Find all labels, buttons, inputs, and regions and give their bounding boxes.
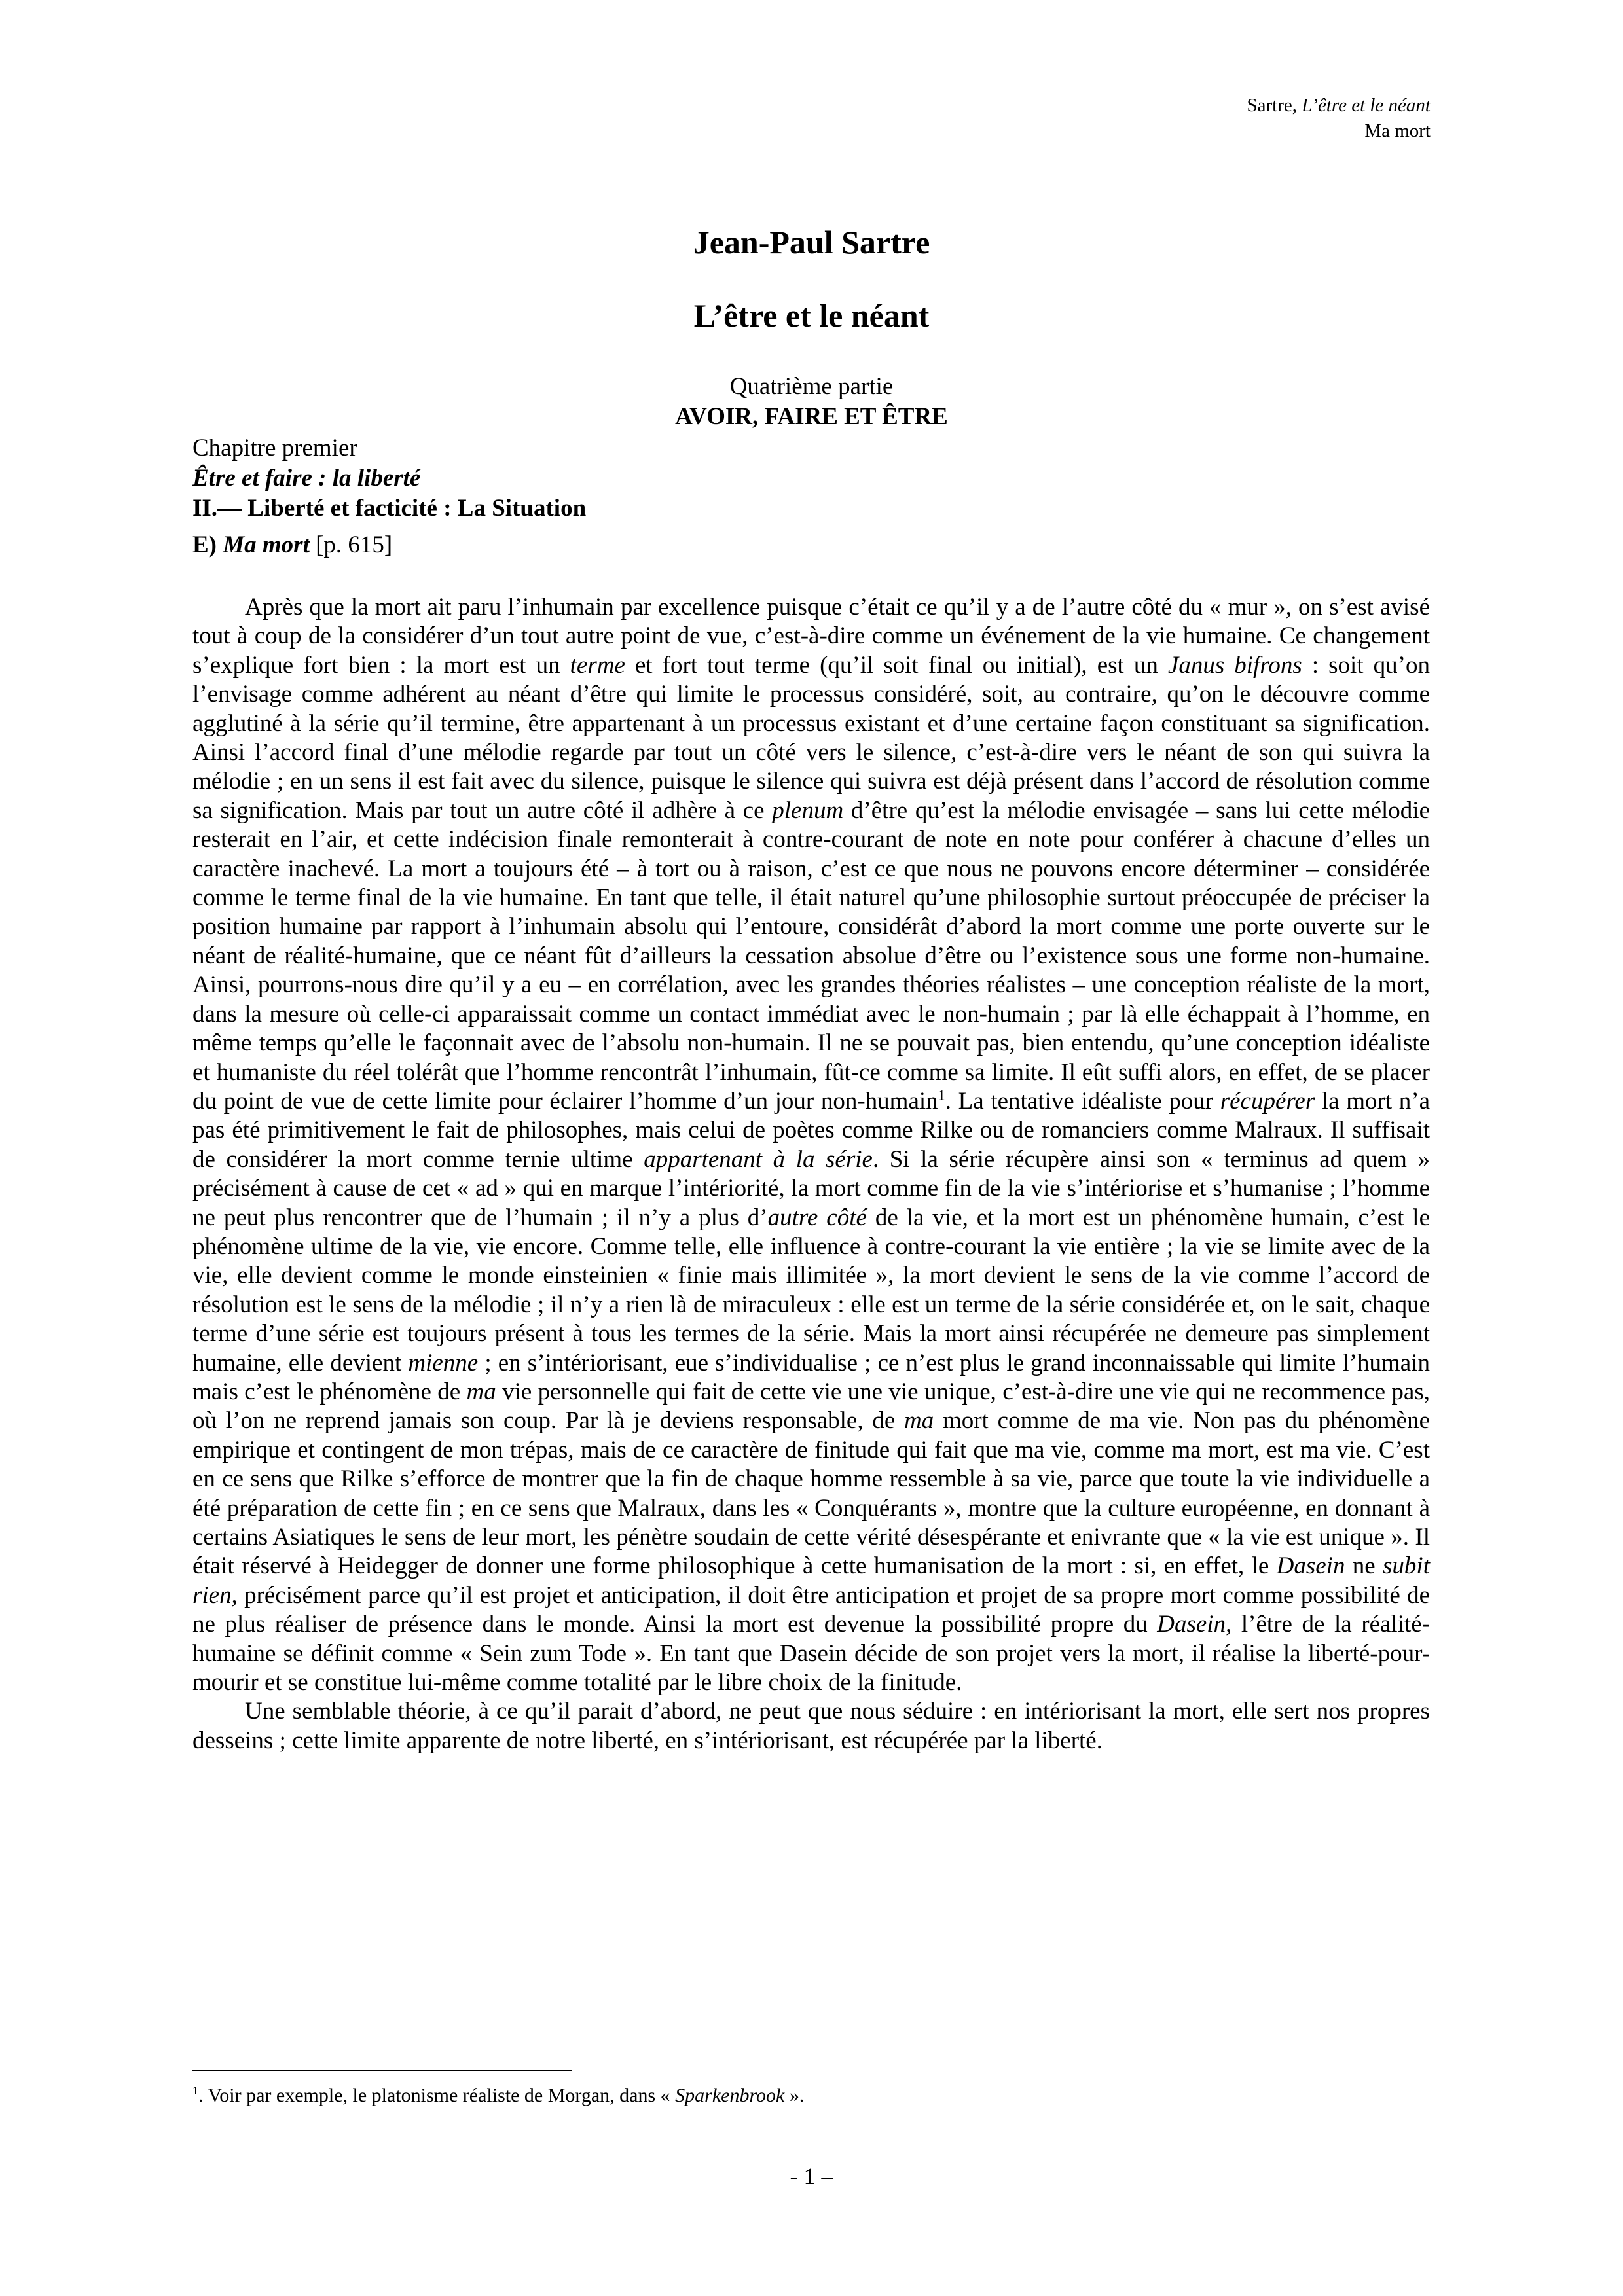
chapter-title: Être et faire : la liberté (192, 465, 421, 492)
running-head-title (1247, 93, 1431, 118)
chapter-heading (192, 433, 586, 524)
subsection-page-ref: [p. 615] (309, 531, 393, 558)
footnote-work: Sparkenbrook (675, 2085, 785, 2106)
footnote-text: . Voir par exemple, le platonisme réaliste de Morgan, dans « (198, 2085, 676, 2106)
footnote: $^1$. Voir par exemple, le platonisme réaliste de Morgan, dans « Sparkenbrook ». (192, 2084, 805, 2106)
author-heading: Jean-Paul Sartre (693, 224, 930, 260)
running-head-work: L’être et le néant (1302, 95, 1431, 116)
part-title: AVOIR, FAIRE ET ÊTRE (675, 403, 948, 430)
running-head (1247, 93, 1431, 144)
part-label: Quatrième partie (729, 373, 894, 400)
running-head-author: Sartre, (1247, 95, 1302, 116)
running-head-section: Ma mort (1364, 120, 1431, 141)
subsection-letter: E) (192, 531, 223, 558)
paragraph-1: Après que la mort ait paru l’inhumain par excellence puisque c’était ce qu’il y a de l’autre côté du « mur », on s’est avisé tout à coup de la considérer d’un tout autre point de vue, c’est-à-dire comme un événement de la vie humaine. Ce changement s’explique fort bien : la mort est un terme et fort tout terme (qu’il soit final ou initial), est un Janus bifrons : soit qu’on l’envisage comme adhérent au néant d’être qui limite le processus considéré, soit, au contraire, qu’on le découvre comme agglutiné à la série qu’il termine, être appartenant à un processus existant et d’une certaine façon constituant sa signification. Ainsi l’accord final d’une mélodie regarde par tout un côté vers le silence, c’est-à-dire vers le néant de son qui suivra la mélodie ; en un sens il est fait avec du silence, puisque le silence qui suivra est déjà présent dans l’accord de résolution comme sa signification. Mais par tout un autre côté il adhère à ce plenum d’être qu’est la mélodie envisagée – sans lui cette mélodie resterait en l’air, et cette indécision finale remonterait à contre-courant de note en note pour conférer à chacune d’elles un caractère inachevé. La mort a toujours été – à tort ou à raison, c’est ce que nous ne pouvons encore déterminer – considérée comme le terme final de la vie humaine. En tant que telle, il était naturel qu’une philosophie surtout préoccupée de préciser la position humaine par rapport à l’inhumain absolu qui l’entoure, considérât d’abord la mort comme une porte ouverte sur le néant de réalité-humaine, que ce néant fût d’ailleurs la cessation absolue d’être ou l’existence sous une forme non-humaine. Ainsi, pourrons-nous dire qu’il y a eu – en corrélation, avec les grandes théories réalistes – une conception réaliste de la mort, dans la mesure où celle-ci apparaissait comme un contact immédiat avec le non-humain ; par là elle échappait à l’homme, en même temps qu’elle le façonnait avec de l’absolu non-humain. Il ne se pouvait pas, bien entendu, qu’une conception idéaliste et humaniste du réel tolérât que l’homme rencontrât l’inhumain, fût-ce comme sa limite. Il eût suffi alors, en effet, de se placer du point de vue de cette limite pour éclairer l’homme d’un jour non-humain$^1$. La tentative idéaliste pour récupérer la mort n’a pas été primitivement le fait de philosophes, mais celui de poètes comme Rilke ou de romanciers comme Malraux. Il suffisait de considérer la mort comme ternie ultime appartenant à la série. Si la série récupère ainsi son « terminus ad quem » précisément à cause de cet « ad » qui en marque l’intériorité, la mort comme fin de la vie s’intériorise et s’humanise ; l’homme ne peut plus rencontrer que de l’humain ; il n’y a plus d’autre côté de la vie, et la mort est un phénomène humain, c’est le phénomène ultime de la vie, vie encore. Comme telle, elle influence à contre-courant la vie entière ; la vie se limite avec de la vie, elle devient comme le monde einsteinien « finie mais illimitée », la mort devient le sens de la vie comme l’accord de résolution est le sens de la mélodie ; il n’y a rien là de miraculeux : elle est un terme de la série considérée et, on le sait, chaque terme d’une série est toujours présent à tous les termes de la série. Mais la mort ainsi récupérée ne demeure pas simplement humaine, elle devient mienne ; en s’intériorisant, eue s’individualise ; ce n’est plus le grand inconnaissable qui limite l’humain mais c’est le phénomène de ma vie personnelle qui fait de cette vie une vie unique, c’est-à-dire une vie qui ne recommence pas, où l’on ne reprend jamais son coup. Par là je deviens responsable, de ma mort comme de ma vie. Non pas du phénomène empirique et contingent de mon trépas, mais de ce caractère de finitude qui fait que ma vie, comme ma mort, est ma vie. C’est en ce sens que Rilke s’efforce de montrer que la fin de chaque homme ressemble à sa vie, parce que toute la vie individuelle a été préparation de cette fin ; en ce sens que Malraux, dans les « Conquérants », montre que la culture européenne, en donnant à certains Asiatiques le sens de leur mort, les pénètre soudain de cette vérité désespérante et enivrante que « la vie est unique ». Il était réservé à Heidegger de donner une forme philosophique à cette humanisation de la mort : si, en effet, le Dasein ne subit rien, précisément parce qu’il est projet et anticipation, il doit être anticipation et projet de sa propre mort comme possibilité de ne plus réaliser de présence dans le monde. Ainsi la mort est devenue la possibilité propre du Dasein, l’être de la réalité-humaine se définit comme « Sein zum Tode ». En tant que Dasein décide de son projet vers la mort, il réalise la liberté-pour-mourir et se constitue lui-même comme totalité par le libre choix de la finitude. (192, 594, 1430, 1696)
book-title-heading: L’être et le néant (693, 297, 930, 334)
footnote-divider (192, 2070, 572, 2071)
subsection-heading (192, 530, 392, 560)
section-title: II.— Liberté et facticité : La Situation (192, 495, 587, 522)
page-number: - 1 – (790, 2163, 833, 2189)
footnote-reference[interactable]: 1 (938, 1086, 945, 1103)
part-heading (0, 372, 1623, 432)
chapter-label: Chapitre premier (192, 435, 357, 461)
subsection-title: Ma mort (223, 531, 310, 558)
paragraph-2: Une semblable théorie, à ce qu’il parait d’abord, ne peut que nous séduire : en intériorisant la mort, elle sert nos propres desseins ; cette limite apparente de notre liberté, en s’intériorisant, est récupérée par la liberté. (192, 1698, 1430, 1754)
body-text (192, 593, 1430, 1755)
footnote-number: 1 (192, 2084, 198, 2097)
